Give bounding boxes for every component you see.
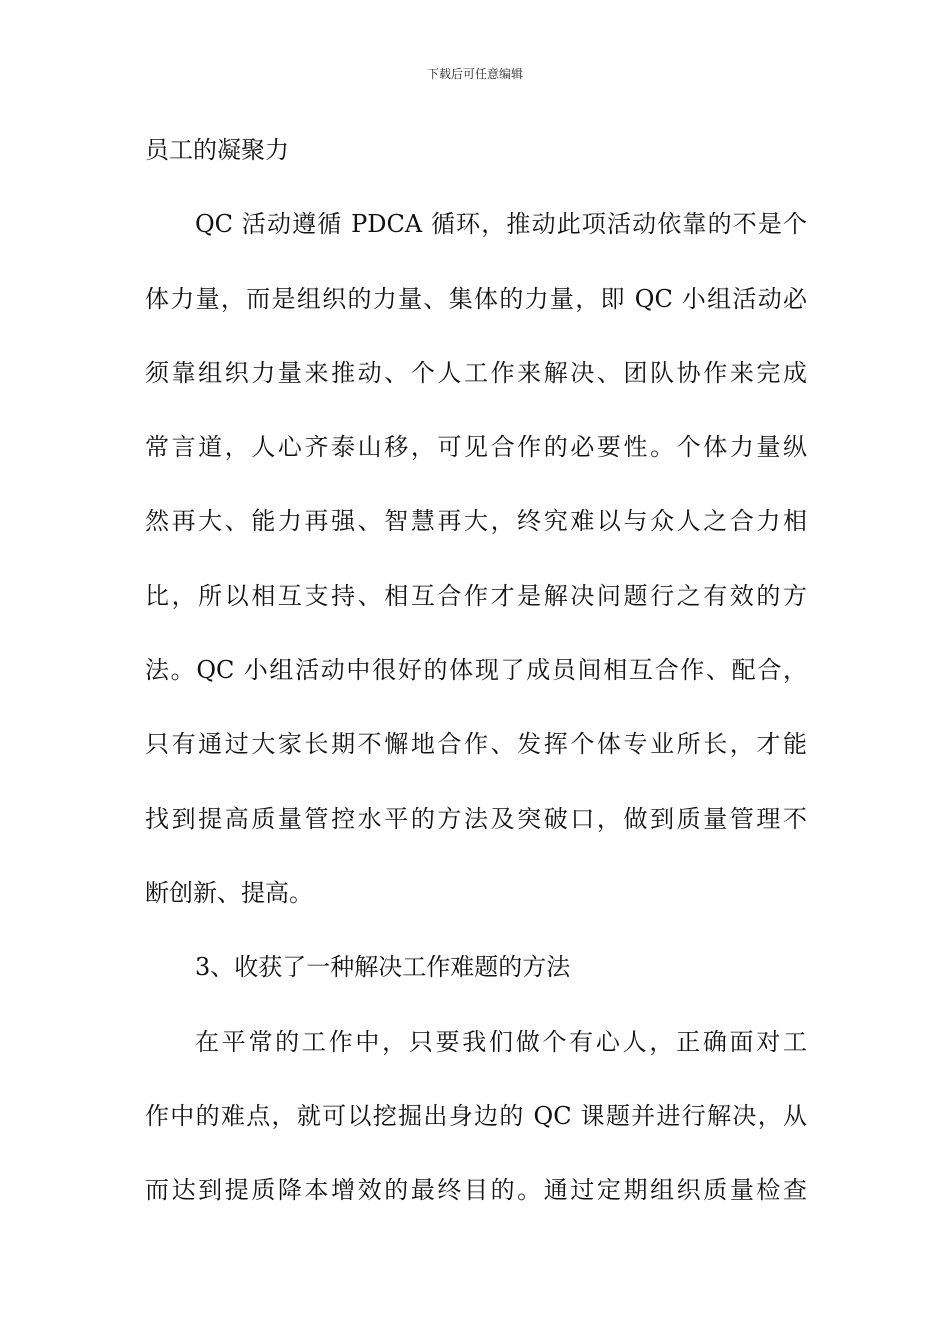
text-line: QC 活动遵循 PDCA 循环，推动此项活动依靠的不是个 bbox=[195, 210, 807, 239]
text-line: 作中的难点，就可以挖掘出身边的 QC 课题并进行解决，从 bbox=[145, 1101, 807, 1130]
section-heading: 3、收获了一种解决工作难题的方法 bbox=[195, 953, 571, 982]
text-line: 体力量，而是组织的力量、集体的力量，即 QC 小组活动必 bbox=[145, 284, 807, 313]
text-line: 找到提高质量管控水平的方法及突破口，做到质量管理不 bbox=[145, 804, 807, 833]
text-line: 常言道，人心齐泰山移，可见合作的必要性。个体力量纵 bbox=[145, 433, 807, 462]
text-line: 在平常的工作中，只要我们做个有心人，正确面对工 bbox=[195, 1027, 807, 1056]
text-line: 法。QC 小组活动中很好的体现了成员间相互合作、配合， bbox=[145, 656, 807, 685]
text-line: 员工的凝聚力 bbox=[145, 136, 289, 164]
document-body bbox=[145, 124, 807, 1238]
text-line: 须靠组织力量来推动、个人工作来解决、团队协作来完成 bbox=[145, 358, 807, 387]
page-header: 下载后可任意编辑 bbox=[426, 67, 523, 81]
text-line: 然再大、能力再强、智慧再大，终究难以与众人之合力相 bbox=[145, 507, 807, 536]
text-line: 断创新、提高。 bbox=[145, 878, 313, 907]
text-line: 而达到提质降本增效的最终目的。通过定期组织质量检查 bbox=[145, 1176, 807, 1205]
text-line: 比，所以相互支持、相互合作才是解决问题行之有效的方 bbox=[145, 581, 807, 610]
text-line: 只有通过大家长期不懈地合作、发挥个体专业所长，才能 bbox=[145, 730, 807, 759]
